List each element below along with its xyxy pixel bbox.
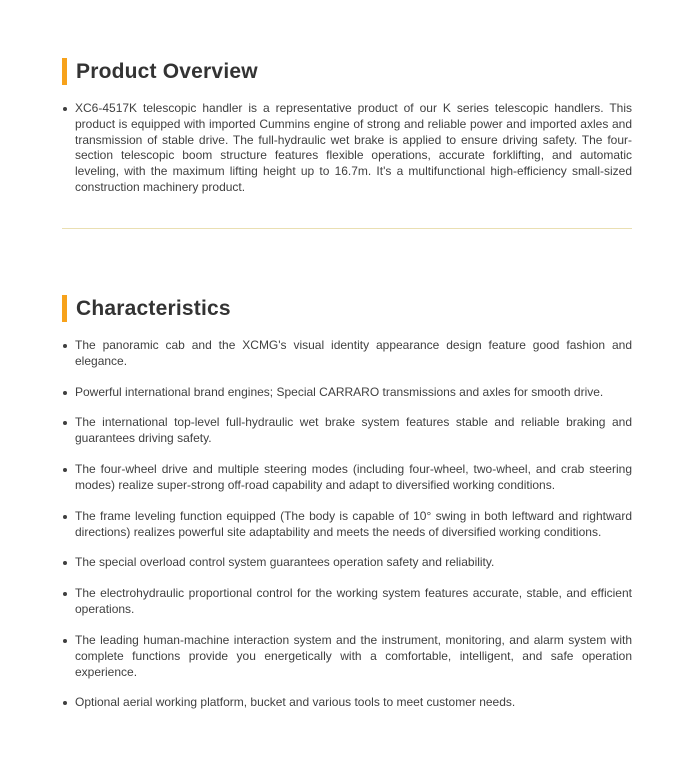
- list-item: The four-wheel drive and multiple steering modes (including four-wheel, two-wheel, and crab steering modes) realize super-strong off-road capability and adapt to diversified working conditions.: [75, 462, 632, 492]
- list-item: The electrohydraulic proportional control for the working system features accurate, stable, and efficient operations.: [75, 586, 632, 617]
- product-overview-header: [62, 58, 632, 85]
- section-product-overview: [62, 58, 632, 196]
- list-item: Optional aerial working platform, bucket and various tools to meet customer needs.: [75, 695, 632, 711]
- list-item: The international top-level full-hydraulic wet brake system features stable and reliable braking and guarantees driving safety.: [75, 415, 632, 446]
- list-item: The panoramic cab and the XCMG's visual identity appearance design feature good fashion and elegance.: [75, 337, 632, 368]
- accent-bar: [62, 58, 67, 85]
- section-characteristics: [62, 295, 632, 711]
- section-title-product-overview: Product Overview: [76, 59, 258, 83]
- list-item: The special overload control system guarantees operation safety and reliability.: [75, 555, 632, 571]
- list-item: XC6-4517K telescopic handler is a representative product of our K series telescopic handlers. This product is equipped with imported Cummins engine of strong and reliable power and imported axles and transmission of stable drive. The full-hydraulic wet brake is applied to ensure driving safety. The four-section telescopic boom structure features flexible operations, accurate forklifting, and automatic leveling, with the maximum lifting height up to 16.7m. It's a multifunctional high-efficiency small-sized construction machinery product.: [75, 101, 632, 195]
- characteristics-bullet-list: [62, 338, 632, 711]
- section-divider: [62, 228, 632, 229]
- list-item: Powerful international brand engines; Special CARRARO transmissions and axles for smooth drive.: [75, 385, 632, 401]
- section-title-characteristics: Characteristics: [76, 296, 231, 320]
- list-item: The leading human-machine interaction system and the instrument, monitoring, and alarm system with complete functions provide you energetically with a comfortable, intelligent, and safe operation experience.: [75, 632, 632, 679]
- list-item: The frame leveling function equipped (The body is capable of 10° swing in both leftward and rightward directions) realizes powerful site adaptability and meets the needs of diversified working conditions.: [75, 508, 632, 539]
- characteristics-header: [62, 295, 632, 322]
- overview-bullet-list: [62, 101, 632, 196]
- accent-bar: [62, 295, 67, 322]
